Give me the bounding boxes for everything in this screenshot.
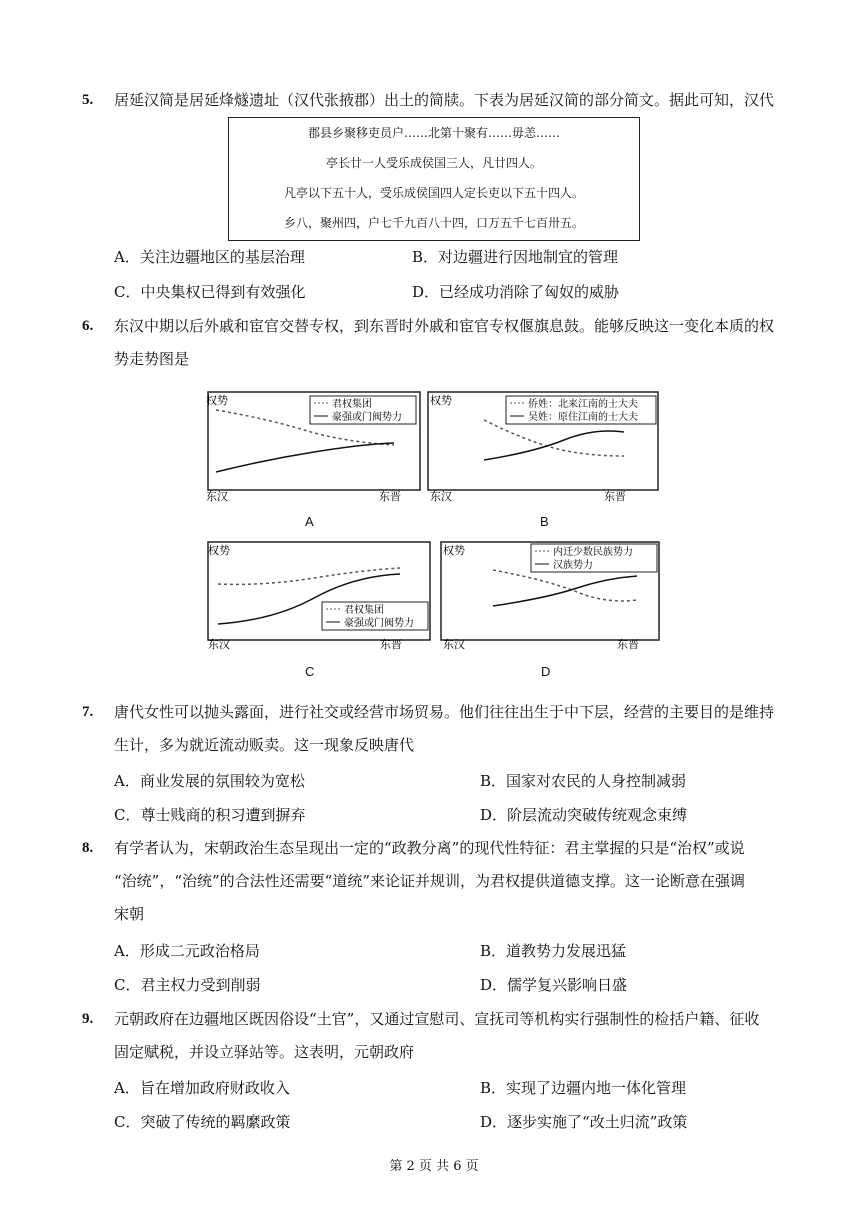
legend-label: 豪强或门阀势力 xyxy=(344,618,414,629)
series-line xyxy=(484,431,624,460)
question-6 xyxy=(82,310,792,376)
question-stem: 元朝政府在边疆地区既因俗设“土官”，又通过宣慰司、宣抚司等机构实行强制性的检括户籍、征收 xyxy=(114,1010,760,1028)
option-b[interactable]: B．对边疆进行因地制宜的管理 xyxy=(412,248,619,266)
chart-c-svg xyxy=(204,540,432,650)
option-a[interactable]: A．关注边疆地区的基层治理 xyxy=(114,248,305,266)
question-stem: 势走势图是 xyxy=(114,350,190,368)
question-number: 7. xyxy=(82,704,94,720)
option-d[interactable]: D．儒学复兴影响日盛 xyxy=(480,976,628,994)
option-b[interactable]: B．实现了边疆内地一体化管理 xyxy=(480,1079,687,1097)
legend-label: 吴姓：原住江南的士大夫 xyxy=(528,412,638,423)
x-axis-end: 东晋 xyxy=(380,639,402,650)
option-b[interactable]: B．道教势力发展迅猛 xyxy=(480,942,627,960)
question-5 xyxy=(82,84,792,117)
y-axis-label: 权势 xyxy=(443,545,465,557)
legend-label: 豪强或门阀势力 xyxy=(332,412,402,423)
chart-c xyxy=(204,540,432,679)
quote-line: 亭长廿一人受乐成侯国三人，凡廿四人。 xyxy=(325,156,542,170)
x-axis-start: 东汉 xyxy=(208,639,230,650)
question-stem: 固定赋税，并设立驿站等。这表明，元朝政府 xyxy=(114,1043,415,1061)
chart-label: A xyxy=(305,514,314,529)
series-line xyxy=(484,420,624,456)
question-stem: “治统”，“治统”的合法性还需要“道统”来论证并规训，为君权提供道德支撑。这一论断意在强调 xyxy=(114,872,746,890)
question-stem: 有学者认为，宋朝政治生态呈现出一定的“政教分离”的现代性特征：君主掌握的只是“治权”或说 xyxy=(114,839,745,857)
legend-label: 侨姓：北来江南的士大夫 xyxy=(528,399,638,410)
option-a[interactable]: A．旨在增加政府财政收入 xyxy=(114,1079,290,1097)
legend-label: 内迁少数民族势力 xyxy=(553,547,633,558)
chart-d xyxy=(437,540,663,679)
question-stem: 宋朝 xyxy=(114,905,145,923)
option-c[interactable]: C．中央集权已得到有效强化 xyxy=(114,283,306,301)
question-8 xyxy=(82,832,792,931)
question-stem: 生计，多为就近流动贩卖。这一现象反映唐代 xyxy=(114,736,415,754)
x-axis-start: 东汉 xyxy=(430,491,452,502)
chart-b-svg xyxy=(424,390,662,502)
chart-label: B xyxy=(540,514,549,529)
question-stem: 居延汉简是居延烽燧遗址（汉代张掖郡）出土的简牍。下表为居延汉简的部分简文。据此可知，汉代 xyxy=(114,91,775,109)
question-stem: 东汉中期以后外戚和宦官交替专权，到东晋时外戚和宦官专权偃旗息鼓。能够反映这一变化本质的权 xyxy=(114,317,775,335)
option-d[interactable]: D．阶层流动突破传统观念束缚 xyxy=(480,806,688,824)
question-number: 8. xyxy=(82,840,94,856)
quote-box xyxy=(228,117,640,241)
x-axis-end: 东晋 xyxy=(604,491,626,502)
series-line xyxy=(216,443,394,472)
series-line xyxy=(493,570,637,601)
option-d[interactable]: D．已经成功消除了匈奴的威胁 xyxy=(412,283,620,301)
option-d[interactable]: D．逐步实施了“改土归流”政策 xyxy=(480,1113,688,1131)
option-a[interactable]: A．商业发展的氛围较为宽松 xyxy=(114,772,305,790)
chart-label: D xyxy=(541,664,551,679)
quote-line: 乡八，聚州四，户七千九百八十四，口万五千七百卅五。 xyxy=(283,216,584,230)
question-number: 5. xyxy=(82,92,94,108)
question-number: 9. xyxy=(82,1011,94,1027)
x-axis-end: 东晋 xyxy=(379,491,401,502)
chart-b xyxy=(424,390,662,529)
chart-label: C xyxy=(305,664,315,679)
question-7 xyxy=(82,696,792,762)
x-axis-start: 东汉 xyxy=(443,639,465,650)
legend-label: 君权集团 xyxy=(344,605,384,616)
series-line xyxy=(218,568,400,584)
option-b[interactable]: B．国家对农民的人身控制减弱 xyxy=(480,772,687,790)
page-footer: 第 2 页 共 6 页 xyxy=(389,1159,479,1174)
legend-label: 君权集团 xyxy=(332,399,372,410)
y-axis-label: 权势 xyxy=(208,545,230,557)
chart-a xyxy=(204,390,422,529)
question-9 xyxy=(82,1003,792,1069)
chart-d-svg xyxy=(437,540,663,650)
y-axis-label: 权势 xyxy=(430,395,452,407)
question-number: 6. xyxy=(82,318,94,334)
option-c[interactable]: C．尊士贱商的积习遭到摒弃 xyxy=(114,806,306,824)
quote-line: 凡亭以下五十人，受乐成侯国四人定长吏以下五十四人。 xyxy=(283,186,584,200)
x-axis-end: 东晋 xyxy=(617,639,639,650)
chart-a-svg xyxy=(204,390,422,502)
option-c[interactable]: C．突破了传统的羁縻政策 xyxy=(114,1113,291,1131)
y-axis-label: 权势 xyxy=(206,395,228,407)
quote-line: 郡县乡聚移吏员户……北第十聚有……毋恙…… xyxy=(307,126,560,140)
x-axis-start: 东汉 xyxy=(206,491,228,502)
legend-label: 汉族势力 xyxy=(553,560,593,571)
question-stem: 唐代女性可以抛头露面，进行社交或经营市场贸易。他们往往出生于中下层，经营的主要目的是维持 xyxy=(114,703,775,721)
option-a[interactable]: A．形成二元政治格局 xyxy=(114,942,260,960)
option-c[interactable]: C．君主权力受到削弱 xyxy=(114,976,261,994)
